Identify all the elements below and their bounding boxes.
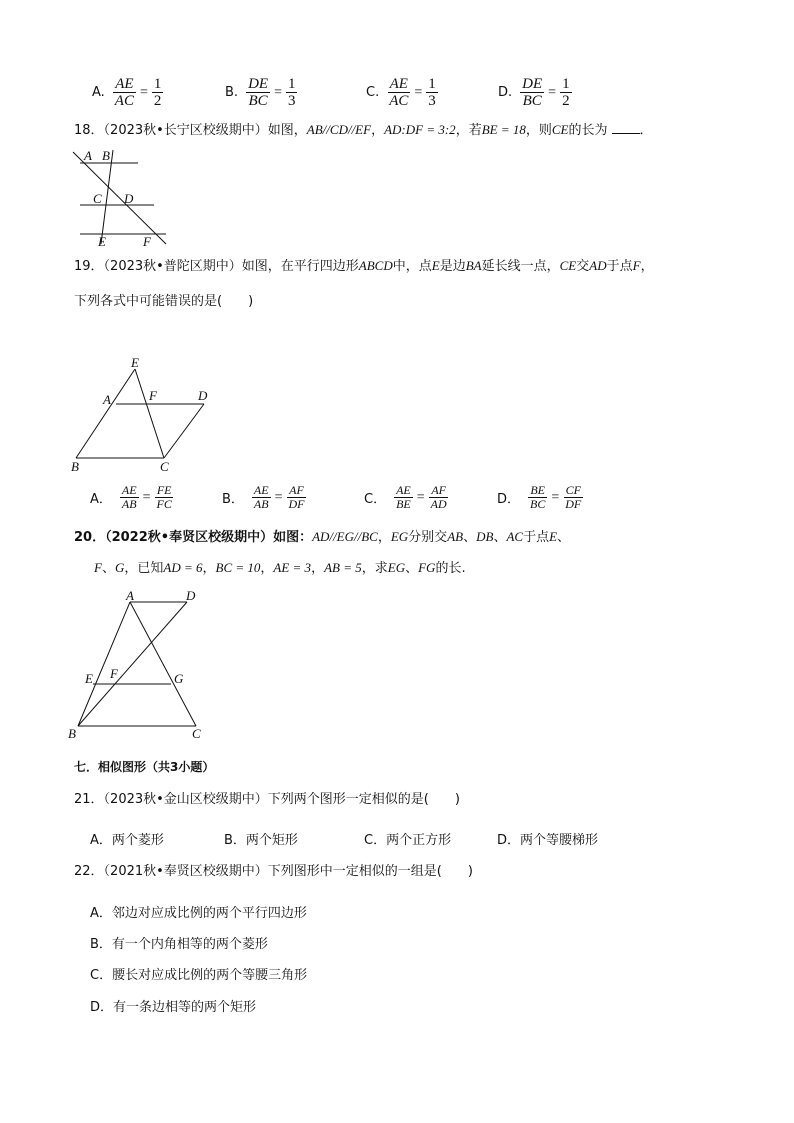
- q19-option-d[interactable]: D． $\frac{BE}{BC}$ = $\frac{CF}{DF}$: [497, 483, 582, 511]
- option-label: D．: [497, 492, 521, 507]
- fraction: $\frac{DE}{BC}$: [248, 76, 269, 109]
- label-a: A: [84, 148, 92, 163]
- label-b: B: [71, 459, 79, 474]
- q21-option-a[interactable]: A．两个菱形: [90, 833, 164, 848]
- q17-option-a[interactable]: A. $\frac{AE}{AC}$ = $\frac{1}{2}$: [92, 76, 162, 109]
- q22-option-a[interactable]: A．邻边对应成比例的两个平行四边形: [90, 906, 307, 921]
- label-g: G: [174, 671, 184, 686]
- option-label: B．: [222, 492, 244, 507]
- label-d: D: [186, 588, 196, 603]
- q18-figure: [70, 146, 170, 248]
- q17-option-c[interactable]: C. $\frac{AE}{AC}$ = $\frac{1}{3}$: [366, 76, 436, 109]
- q20-stem-line2: F、G，已知AD = 6，BC = 10，AE = 3，AB = 5，求EG、FG的长.: [94, 560, 466, 576]
- fraction: $\frac{AE}{AC}$: [114, 76, 134, 109]
- label-f: F: [143, 234, 151, 248]
- q20-stem-line1: 20．（2022秋•奉贤区校级期中）如图：AD//EG//BC，EG分别交AB、DB、AC于点E、: [74, 529, 571, 545]
- option-label: C．: [364, 492, 387, 507]
- fraction: $\frac{CF}{DF}$: [565, 483, 582, 511]
- fraction: $\frac{BE}{BC}$: [530, 483, 546, 511]
- option-label: A．: [90, 492, 112, 507]
- q21-stem: 21．（2023秋•金山区校级期中）下列两个图形一定相似的是( ): [74, 792, 460, 807]
- option-label: A.: [92, 85, 105, 100]
- q19-stem-line1: 19．（2023秋•普陀区期中）如图，在平行四边形ABCD中，点E是边BA延长线一点，CE交AD于点F，: [74, 258, 654, 274]
- answer-blank[interactable]: [612, 121, 640, 134]
- fraction: $\frac{AE}{AB}$: [121, 483, 137, 511]
- fraction: $\frac{1}{2}$: [153, 76, 162, 109]
- label-e: E: [85, 671, 93, 686]
- label-b: B: [102, 148, 110, 163]
- q22-stem: 22．（2021秋•奉贤区校级期中）下列图形中一定相似的一组是( ): [74, 864, 473, 879]
- label-e: E: [131, 355, 139, 370]
- fraction: $\frac{DE}{BC}$: [522, 76, 543, 109]
- section-heading: 七．相似图形（共3小题）: [74, 760, 215, 774]
- fraction: $\frac{AE}{BE}$: [396, 483, 411, 511]
- label-f: F: [110, 666, 118, 681]
- label-e: E: [98, 234, 106, 248]
- label-f: F: [149, 388, 157, 403]
- q21-option-d[interactable]: D．两个等腰梯形: [497, 833, 599, 848]
- label-c: C: [192, 726, 201, 741]
- q22-option-c[interactable]: C．腰长对应成比例的两个等腰三角形: [90, 968, 308, 983]
- q17-option-d[interactable]: D. $\frac{DE}{BC}$ = $\frac{1}{2}$: [498, 76, 570, 109]
- fraction: $\frac{1}{2}$: [562, 76, 570, 109]
- label-c: C: [160, 459, 169, 474]
- label-d: D: [124, 191, 134, 206]
- q18-stem: 18．（2023秋•长宁区校级期中）如图，AB//CD//EF，AD:DF = 3:2，若BE = 18，则CE的长为 ．: [74, 122, 653, 138]
- q19-stem-line2: 下列各式中可能错误的是( ): [74, 294, 254, 309]
- label-d: D: [198, 388, 208, 403]
- q19-option-b[interactable]: B． $\frac{AE}{AB}$ = $\frac{AF}{DF}$: [222, 483, 305, 511]
- label-c: C: [93, 191, 102, 206]
- fraction: $\frac{AE}{AC}$: [389, 76, 409, 109]
- q20-figure: [64, 586, 214, 746]
- q19-figure: [68, 354, 218, 476]
- option-label: B.: [225, 85, 239, 100]
- fraction: $\frac{AF}{AD}$: [430, 483, 447, 511]
- q21-option-b[interactable]: B．两个矩形: [224, 833, 298, 848]
- q17-option-b[interactable]: B. $\frac{DE}{BC}$ = $\frac{1}{3}$: [225, 76, 296, 109]
- q19-option-c[interactable]: C． $\frac{AE}{BE}$ = $\frac{AF}{AD}$: [364, 483, 447, 511]
- label-b: B: [68, 726, 76, 741]
- fraction: $\frac{FE}{FC}$: [156, 483, 172, 511]
- fraction: $\frac{1}{3}$: [287, 76, 296, 109]
- fraction: $\frac{AE}{AB}$: [253, 483, 269, 511]
- q21-option-c[interactable]: C．两个正方形: [364, 833, 452, 848]
- label-a: A: [103, 392, 111, 407]
- option-label: C.: [366, 85, 380, 100]
- label-a: A: [126, 588, 134, 603]
- option-label: D.: [498, 85, 513, 100]
- q19-option-a[interactable]: A． $\frac{AE}{AB}$ = $\frac{FE}{FC}$: [90, 483, 172, 511]
- q22-option-b[interactable]: B．有一个内角相等的两个菱形: [90, 937, 268, 952]
- q22-option-d[interactable]: D．有一条边相等的两个矩形: [90, 1000, 257, 1015]
- fraction: $\frac{AF}{DF}$: [288, 483, 305, 511]
- fraction: $\frac{1}{3}$: [428, 76, 436, 109]
